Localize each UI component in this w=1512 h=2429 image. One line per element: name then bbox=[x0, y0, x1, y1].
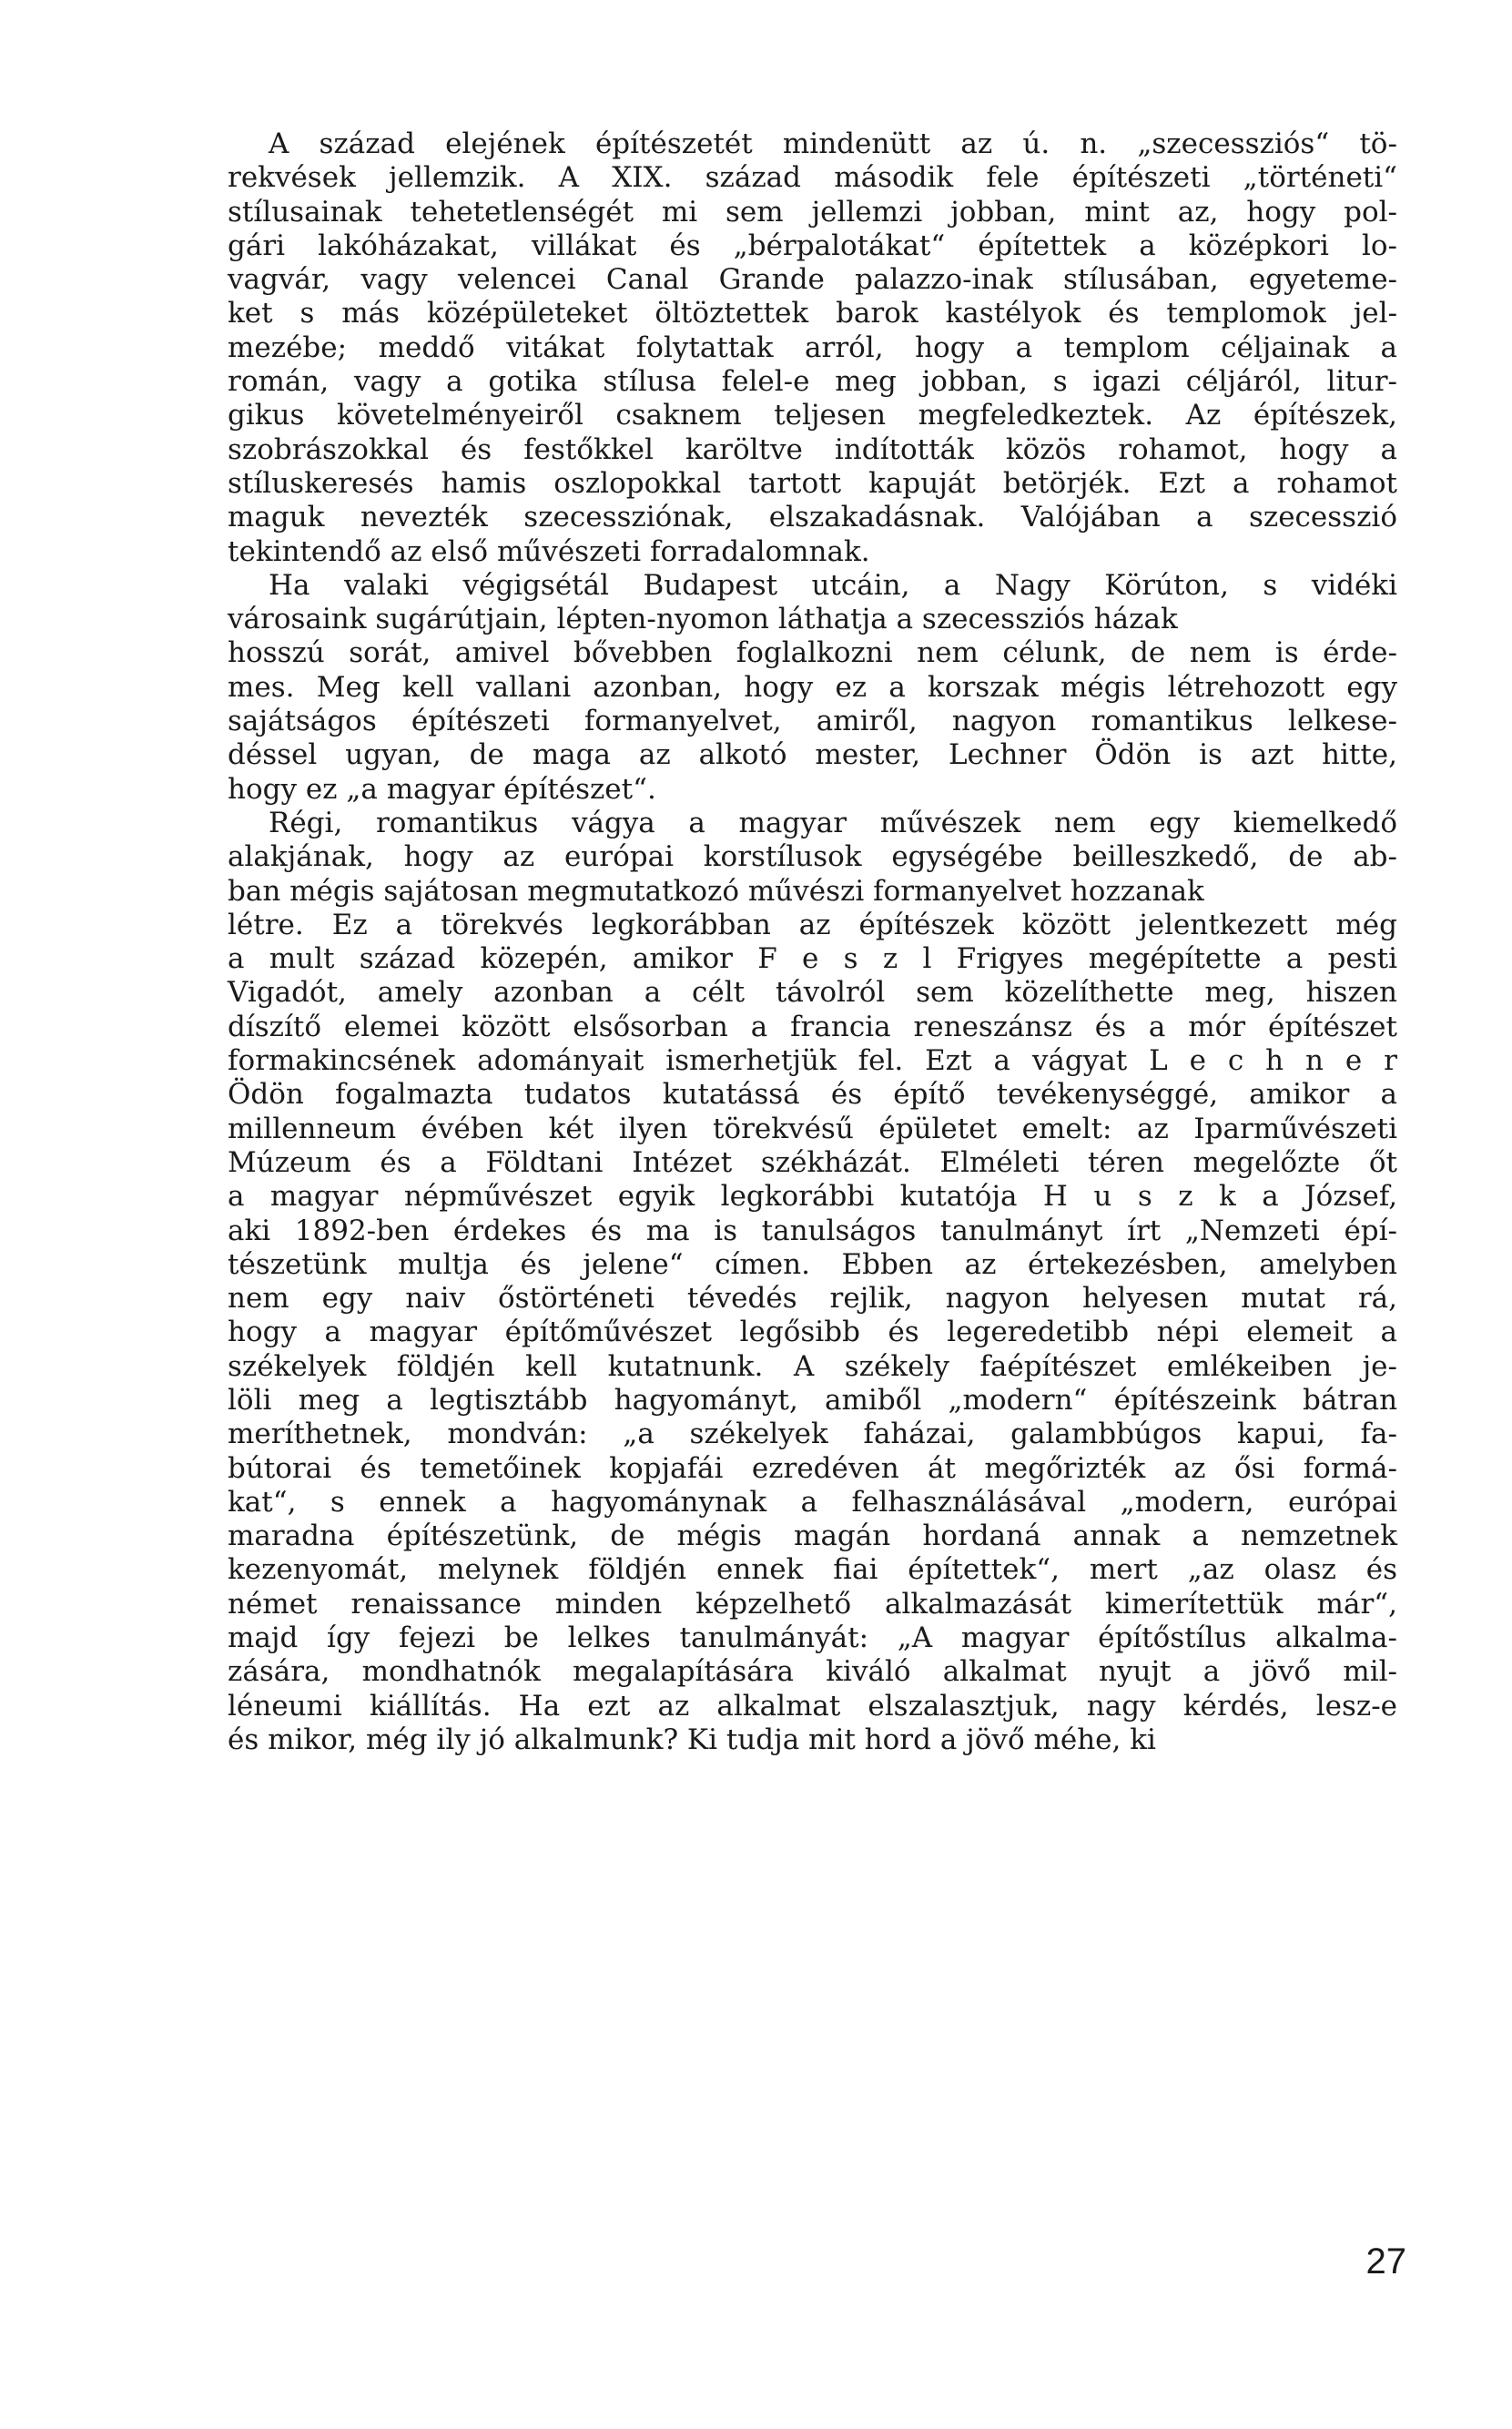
text-line: mezébe; meddő vitákat folytattak arról, hogy a templom céljainak a bbox=[228, 330, 1398, 364]
text-line: létre. Ez a törekvés legkorábban az építészek között jelentkezett még bbox=[228, 908, 1397, 941]
text-line: léneumi kiállítás. Ha ezt az alkalmat elszalasztjuk, nagy kérdés, lesz-e bbox=[228, 1689, 1398, 1723]
text-line: ket s más középületeket öltöztettek barok kastélyok és templomok jel- bbox=[228, 297, 1398, 330]
text-line: kat“, s ennek a hagyománynak a felhasználásával „modern, európai bbox=[228, 1485, 1398, 1519]
text-line: hogy a magyar építőművészet legősibb és legeredetibb népi elemeit a bbox=[228, 1316, 1397, 1349]
text-line: díszítő elemei között elsősorban a francia reneszánsz és a mór építészet bbox=[228, 1010, 1397, 1043]
text-line: Ha valaki végigsétál Budapest utcáin, a Nagy Körúton, s vidéki bbox=[269, 568, 1398, 602]
text-line: ban mégis sajátosan megmutatkozó művészi formanyelvet hozzanak bbox=[228, 874, 1204, 908]
text-line: székelyek földjén kell kutatnunk. A székely faépítészet emlékeiben je- bbox=[228, 1349, 1398, 1383]
text-line: stílusainak tehetetlenségét mi sem jellemzi jobban, mint az, hogy pol- bbox=[228, 195, 1397, 229]
text-line: A század elejének építészetét mindenütt az ú. n. „szecessziós“ tö- bbox=[269, 127, 1397, 160]
text-line: hosszú sorát, amivel bővebben foglalkozni nem célunk, de nem is érde- bbox=[228, 636, 1398, 670]
text-line: Régi, romantikus vágya a magyar művészek nem egy kiemelkedő bbox=[269, 806, 1397, 839]
text-line: meríthetnek, mondván: „a székelyek faházai, galambbúgos kapui, fa- bbox=[228, 1418, 1397, 1451]
text-line: tészetünk multja és jelene“ címen. Ebben az értekezésben, amelyben bbox=[228, 1247, 1397, 1281]
text-line: kezenyomát, melynek földjén ennek fiai építettek“, mert „az olasz és bbox=[228, 1553, 1398, 1587]
text-line: tekintendő az első művészeti forradalomnak. bbox=[228, 534, 870, 568]
text-line: zására, mondhatnók megalapítására kiváló alkalmat nyujt a jövő mil- bbox=[228, 1655, 1398, 1689]
text-line: városaink sugárútjain, lépten-nyomon láthatja a szecessziós házak bbox=[228, 603, 1178, 636]
text-line: bútorai és temetőinek kopjafái ezredéven át megőrizték az ősi formá- bbox=[228, 1451, 1398, 1485]
text-line: alakjának, hogy az európai korstílusok egységébe beilleszkedő, de ab- bbox=[228, 840, 1397, 874]
text-line: hogy ez „a magyar építészet“. bbox=[228, 772, 656, 806]
text-line: vagvár, vagy velencei Canal Grande palazzo-inak stílusában, egyeteme- bbox=[228, 263, 1398, 297]
text-line: maradna építészetünk, de mégis magán hordaná annak a nemzetnek bbox=[228, 1519, 1397, 1553]
text-line: löli meg a legtisztább hagyományt, amiből „modern“ építészeink bátran bbox=[228, 1383, 1398, 1417]
text-line: Ödön fogalmazta tudatos kutatássá és építő tevékenységgé, amikor a bbox=[228, 1078, 1398, 1112]
text-line: román, vagy a gotika stílusa felel-e meg jobban, s igazi céljáról, litur- bbox=[228, 365, 1398, 399]
text-line: szobrászokkal és festőkkel karöltve indították közös rohamot, hogy a bbox=[228, 432, 1398, 466]
text-line: sajátságos építészeti formanyelvet, amiről, nagyon romantikus lelkese- bbox=[228, 705, 1397, 738]
text-line: mes. Meg kell vallani azonban, hogy ez a korszak mégis létrehozott egy bbox=[228, 670, 1397, 704]
text-line: millenneum évében két ilyen törekvésű épületet emelt: az Iparművészeti bbox=[228, 1112, 1398, 1145]
page-number: 27 bbox=[1365, 2241, 1406, 2282]
text-line: Vigadót, amely azonban a célt távolról sem közelíthette meg, hiszen bbox=[228, 976, 1398, 1010]
text-line: aki 1892-ben érdekes és ma is tanulságos tanulmányt írt „Nemzeti épí- bbox=[228, 1214, 1398, 1247]
text-line: majd így fejezi be lelkes tanulmányát: „A magyar építőstílus alkalma- bbox=[228, 1621, 1398, 1655]
text-line: maguk nevezték szecessziónak, elszakadásnak. Valójában a szecesszió bbox=[228, 501, 1397, 534]
text-line: és mikor, még ily jó alkalmunk? Ki tudja mit hord a jövő méhe, ki bbox=[228, 1723, 1156, 1756]
text-line: déssel ugyan, de maga az alkotó mester, Lechner Ödön is azt hitte, bbox=[228, 738, 1397, 772]
text-line: német renaissance minden képzelhető alkalmazását kimerítettük már“, bbox=[228, 1587, 1397, 1621]
text-line: formakincsének adományait ismerhetjük fel. Ezt a vágyat L e c h n e r bbox=[228, 1044, 1397, 1078]
text-line: nem egy naiv őstörténeti tévedés rejlik, nagyon helyesen mutat rá, bbox=[228, 1282, 1397, 1316]
text-line: a magyar népművészet egyik legkorábbi kutatója H u s z k a József, bbox=[228, 1180, 1398, 1214]
text-line: gikus követelményeiről csaknem teljesen megfeledkeztek. Az építészek, bbox=[228, 399, 1397, 432]
text-line: Múzeum és a Földtani Intézet székházát. Elméleti téren megelőzte őt bbox=[228, 1145, 1397, 1179]
body-text bbox=[228, 127, 1397, 1757]
text-line: stíluskeresés hamis oszlopokkal tartott kapuját betörjék. Ezt a rohamot bbox=[228, 466, 1397, 500]
text-line: gári lakóházakat, villákat és „bérpalotákat“ építettek a középkori lo- bbox=[228, 229, 1398, 262]
text-line: rekvések jellemzik. A XIX. század második fele építészeti „történeti“ bbox=[228, 161, 1398, 195]
text-line: a mult század közepén, amikor F e s z l Frigyes megépítette a pesti bbox=[228, 942, 1398, 976]
